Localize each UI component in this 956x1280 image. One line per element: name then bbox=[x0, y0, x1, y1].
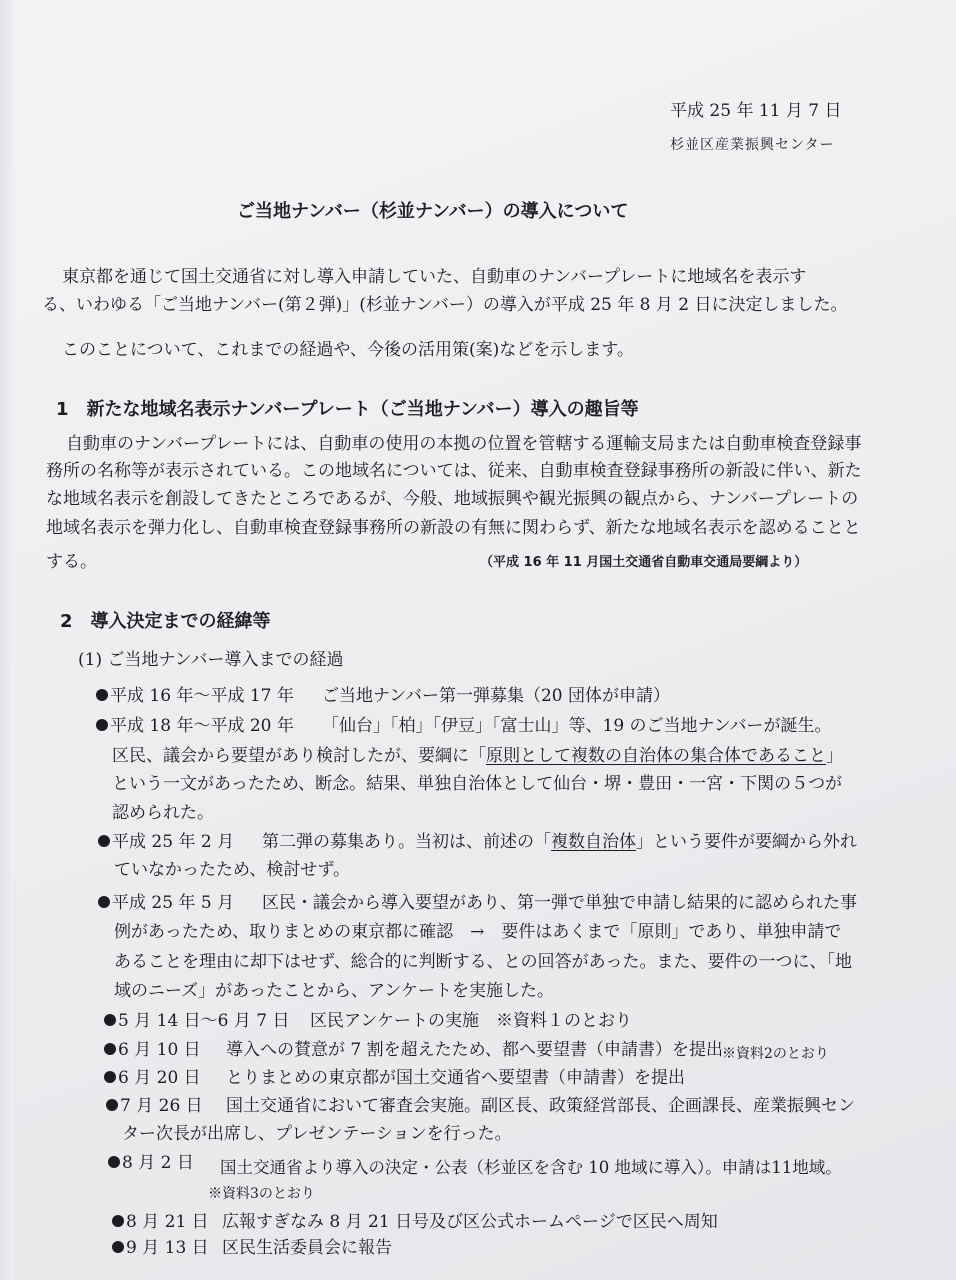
timeline-entry: 6 月 20 日 bbox=[104, 1068, 201, 1088]
timeline-entry-text: 区民アンケートの実施 ※資料１のとおり bbox=[310, 1011, 632, 1031]
timeline-entry-text: とりまとめの東京都が国土交通省へ要望書（申請書）を提出 bbox=[226, 1068, 685, 1088]
section-1-line: 務所の名称等が表示されている。この地域名については、従来、自動車検査登録事務所の新設に伴い、新た bbox=[46, 461, 862, 481]
bullet-icon bbox=[96, 719, 108, 731]
issuing-organization: 杉並区産業振興センター bbox=[670, 137, 835, 153]
timeline-entry-text: 国土交通省において審査会実施。副区長、政策経営部長、企画課長、産業振興セン bbox=[226, 1096, 855, 1116]
bullet-icon bbox=[112, 1215, 124, 1227]
timeline-entry-text: 区民・議会から導入要望があり、第一弾で単独で申請し結果的に認められた事 bbox=[262, 893, 857, 913]
timeline-entry-text: という一文があったため、断念。結果、単独自治体として仙台・堺・豊田・一宮・下関の５つが bbox=[112, 774, 843, 794]
paper-left-edge bbox=[0, 0, 14, 1280]
timeline-entry-text: 域のニーズ」があったことから、アンケートを実施した。 bbox=[114, 981, 554, 1001]
bullet-icon bbox=[104, 1014, 116, 1026]
timeline-entry-text: 広報すぎなみ 8 月 21 日号及び区公式ホームページで区民へ周知 bbox=[222, 1212, 718, 1232]
bullet-icon bbox=[98, 896, 110, 908]
timeline-entry-text: 例があったため、取りまとめの東京都に確認 → 要件はあくまで「原則」であり、単独申請で bbox=[114, 922, 842, 942]
subsection-1-heading: (1) ご当地ナンバー導入までの経過 bbox=[78, 650, 344, 670]
timeline-entry-text: 導入への賛意が 7 割を超えたため、都へ要望書（申請書）を提出 bbox=[226, 1040, 723, 1060]
timeline-entry: 平成 25 年 2 月 bbox=[98, 832, 234, 852]
underlined-phrase: 原則として複数の自治体の集合体であること bbox=[486, 746, 826, 766]
section-1-line: 地域名表示を弾力化し、自動車検査登録事務所の新設の有無に関わらず、新たな地域名表示を認めることと bbox=[46, 518, 861, 538]
timeline-entry: 平成 16 年～平成 17 年 bbox=[96, 686, 294, 706]
section-2-heading: 2 導入決定までの経緯等 bbox=[60, 611, 271, 632]
document-title: ご当地ナンバー（杉並ナンバー）の導入について bbox=[237, 201, 629, 222]
bullet-icon bbox=[96, 689, 108, 701]
timeline-entry-text: ご当地ナンバー第一弾募集（20 団体が申請） bbox=[322, 686, 670, 706]
section-1-line: する。 bbox=[46, 552, 97, 572]
timeline-entry-text: 「仙台」「柏」「伊豆」「富士山」等、19 のご当地ナンバーが誕生。 bbox=[322, 716, 832, 736]
timeline-entry-text: 区民生活委員会に報告 bbox=[222, 1238, 392, 1258]
section-1-line: 自動車のナンバープレートには、自動車の使用の本拠の位置を管轄する運輸支局または自動車検査登録事 bbox=[66, 434, 862, 454]
timeline-entry: 9 月 13 日 bbox=[112, 1238, 209, 1258]
timeline-entry-text: 区民、議会から要望があり検討したが、要綱に「原則として複数の自治体の集合体であること」 bbox=[112, 746, 843, 766]
reference-note: ※資料2のとおり bbox=[722, 1046, 829, 1062]
timeline-entry: 平成 25 年 5 月 bbox=[98, 893, 234, 913]
intro-paragraph-line-1: 東京都を通じて国土交通省に対し導入申請していた、自動車のナンバープレートに地域名を表示す bbox=[62, 267, 807, 287]
timeline-entry-text: 第二弾の募集あり。当初は、前述の「複数自治体」という要件が要綱から外れ bbox=[262, 832, 857, 852]
section-1-heading: 1 新たな地域名表示ナンバープレート（ご当地ナンバー）導入の趣旨等 bbox=[56, 399, 639, 420]
reference-note: ※資料3のとおり bbox=[208, 1186, 315, 1202]
bullet-icon bbox=[112, 1241, 124, 1253]
section-1-line: な地域名表示を創設してきたところであるが、今般、地域振興や観光振興の観点から、ナンバープレートの bbox=[46, 489, 859, 509]
timeline-entry-text: 国土交通省より導入の決定・公表（杉並区を含む 10 地域に導入）。申請は11地域。 bbox=[220, 1158, 842, 1177]
timeline-entry: 8 月 2 日 bbox=[108, 1153, 194, 1173]
timeline-entry: 6 月 10 日 bbox=[104, 1040, 201, 1060]
underlined-phrase: 複数自治体 bbox=[551, 832, 636, 852]
timeline-entry-text: ター次長が出席し、プレゼンテーションを行った。 bbox=[122, 1124, 512, 1144]
intro-paragraph-2: このことについて、これまでの経過や、今後の活用策(案)などを示します。 bbox=[62, 340, 634, 360]
bullet-icon bbox=[98, 835, 110, 847]
source-citation: （平成 16 年 11 月国土交通省自動車交通局要綱より） bbox=[480, 555, 808, 570]
bullet-icon bbox=[106, 1099, 118, 1111]
timeline-entry: 5 月 14 日～6 月 7 日 bbox=[104, 1011, 290, 1031]
timeline-entry-text: 認められた。 bbox=[112, 803, 214, 823]
bullet-icon bbox=[108, 1156, 120, 1168]
timeline-entry-text: あることを理由に却下はせず、総合的に判断する、との回答があった。また、要件の一つに、「地 bbox=[114, 952, 852, 972]
timeline-entry: 8 月 21 日 bbox=[112, 1212, 209, 1232]
timeline-entry: 7 月 26 日 bbox=[106, 1096, 203, 1116]
issue-date: 平成 25 年 11 月 7 日 bbox=[670, 101, 842, 121]
bullet-icon bbox=[104, 1043, 116, 1055]
timeline-entry-text: ていなかったため、検討せず。 bbox=[114, 860, 350, 880]
timeline-entry: 平成 18 年～平成 20 年 bbox=[96, 716, 294, 736]
intro-paragraph-line-2: る、いわゆる「ご当地ナンバー(第２弾)」(杉並ナンバー）の導入が平成 25 年 8 月 2 日に決定しました。 bbox=[42, 295, 848, 315]
bullet-icon bbox=[104, 1071, 116, 1083]
